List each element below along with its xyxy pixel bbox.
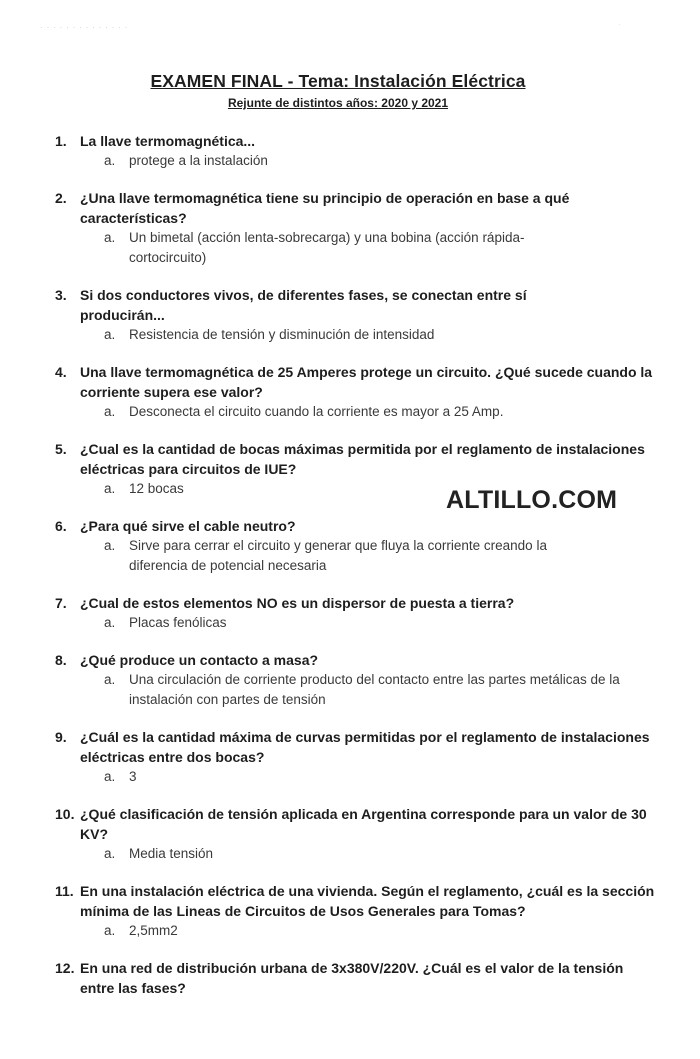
answer-text: Sirve para cerrar el circuito y generar que fluya la corriente creando la diferencia de potencial necesaria	[129, 538, 547, 573]
answer-text: 12 bocas	[129, 481, 184, 496]
answer-letter: a.	[104, 769, 116, 784]
page-title: EXAMEN FINAL - Tema: Instalación Eléctrica	[150, 71, 526, 91]
question-number: 5.	[55, 441, 67, 457]
answer-text: Placas fenólicas	[129, 615, 227, 630]
answer-text: Media tensión	[129, 846, 214, 861]
question-item	[55, 362, 655, 422]
answer-item	[55, 670, 655, 710]
answer-letter: a.	[104, 615, 116, 630]
question-number: 4.	[55, 364, 67, 380]
question-item	[55, 804, 655, 864]
question-number: 11.	[55, 883, 74, 899]
question-text: ¿Cual de estos elementos NO es un dispersor de puesta a tierra?	[80, 595, 515, 611]
answer-item	[55, 767, 655, 787]
question-text: ¿Cual es la cantidad de bocas máximas permitida por el reglamento de instalaciones eléctricas para circuitos de IUE?	[80, 441, 645, 477]
question-item	[55, 188, 655, 268]
question-number: 2.	[55, 190, 67, 206]
question-list	[55, 131, 655, 1015]
answer-item	[55, 921, 655, 941]
question-item	[55, 650, 655, 710]
question-text: Si dos conductores vivos, de diferentes fases, se conectan entre sí producirán...	[80, 287, 527, 323]
altillo-watermark: ALTILLO.COM	[446, 486, 618, 514]
answer-item	[55, 325, 655, 345]
question-item	[55, 285, 655, 345]
question-number: 1.	[55, 133, 67, 149]
question-text: La llave termomagnética...	[80, 133, 256, 149]
answer-letter: a.	[104, 846, 116, 861]
faint-page-mark: ·	[618, 20, 621, 29]
answer-text: 3	[129, 769, 137, 784]
answer-letter: a.	[104, 923, 116, 938]
answer-letter: a.	[104, 230, 116, 245]
answer-text: Una circulación de corriente producto del contacto entre las partes metálicas de la instalación con partes de tensión	[129, 672, 620, 707]
page-subtitle: Rejunte de distintos años: 2020 y 2021	[227, 96, 449, 110]
question-number: 12.	[55, 960, 75, 976]
question-number: 3.	[55, 287, 67, 303]
answer-letter: a.	[104, 404, 116, 419]
question-text: ¿Qué produce un contacto a masa?	[80, 652, 319, 668]
question-item	[55, 516, 655, 576]
answer-letter: a.	[104, 672, 116, 687]
faint-header-text: · · · · · · · · · · · · · ·	[40, 22, 128, 32]
answer-item	[55, 613, 655, 633]
question-number: 6.	[55, 518, 67, 534]
question-text: En una red de distribución urbana de 3x380V/220V. ¿Cuál es el valor de la tensión entre las fases?	[80, 960, 624, 996]
question-text: En una instalación eléctrica de una vivienda. Según el reglamento, ¿cuál es la sección mínima de las Lineas de Circuitos de Usos Generales para Tomas?	[80, 883, 655, 919]
answer-item	[55, 151, 655, 171]
answer-text: Resistencia de tensión y disminución de intensidad	[129, 327, 435, 342]
question-item	[55, 881, 655, 941]
answer-text: Desconecta el circuito cuando la corriente es mayor a 25 Amp.	[129, 404, 504, 419]
question-item	[55, 593, 655, 633]
answer-letter: a.	[104, 327, 116, 342]
answer-letter: a.	[104, 153, 116, 168]
question-number: 8.	[55, 652, 67, 668]
question-item	[55, 727, 655, 787]
answer-item	[55, 228, 655, 268]
question-text: ¿Qué clasificación de tensión aplicada en Argentina corresponde para un valor de 30 KV?	[80, 806, 647, 842]
question-text: ¿Una llave termomagnética tiene su principio de operación en base a qué características?	[80, 190, 570, 226]
question-text: Una llave termomagnética de 25 Amperes protege un circuito. ¿Qué sucede cuando la corriente supera ese valor?	[80, 364, 653, 400]
answer-text: protege a la instalación	[129, 153, 268, 168]
question-number: 7.	[55, 595, 67, 611]
question-number: 9.	[55, 729, 67, 745]
answer-text: 2,5mm2	[129, 923, 178, 938]
question-text: ¿Cuál es la cantidad máxima de curvas permitidas por el reglamento de instalaciones eléctricas entre dos bocas?	[80, 729, 650, 765]
answer-item	[55, 536, 655, 576]
question-number: 10.	[55, 806, 75, 822]
answer-item	[55, 844, 655, 864]
question-item	[55, 958, 655, 998]
answer-letter: a.	[104, 481, 116, 496]
answer-text: Un bimetal (acción lenta-sobrecarga) y una bobina (acción rápida-cortocircuito)	[129, 230, 525, 265]
question-text: ¿Para qué sirve el cable neutro?	[80, 518, 296, 534]
answer-letter: a.	[104, 538, 116, 553]
answer-item	[55, 402, 655, 422]
question-item	[55, 131, 655, 171]
